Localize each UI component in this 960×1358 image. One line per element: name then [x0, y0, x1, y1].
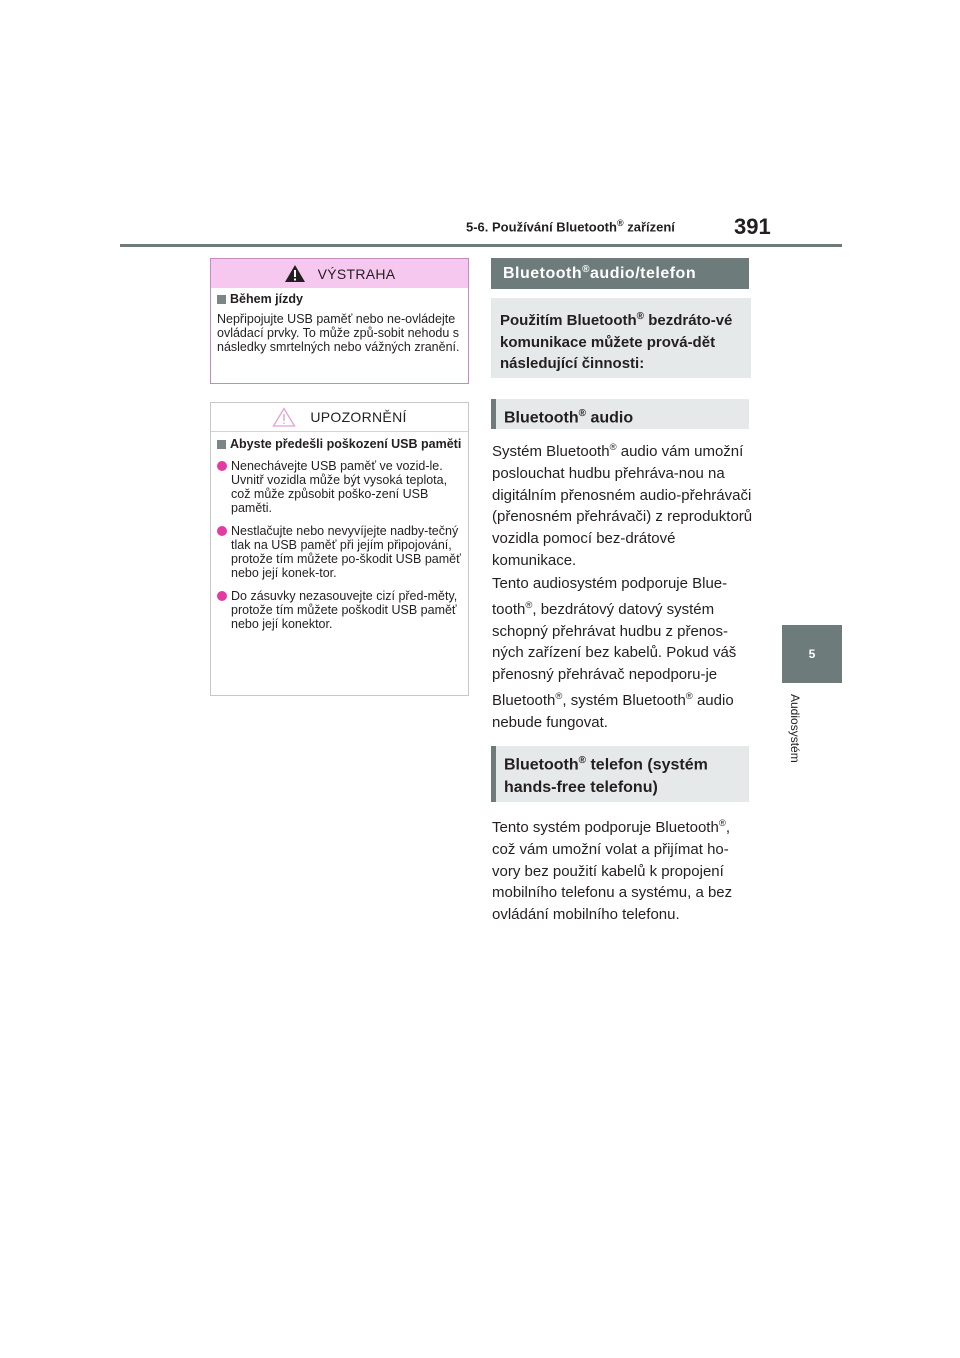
caution-bullet: [217, 524, 462, 580]
paragraph-phone: [492, 813, 754, 926]
registered-mark: ®: [609, 442, 617, 453]
chapter-tab: 5: [782, 625, 842, 683]
intro-text: Použitím Bluetooth: [500, 312, 637, 329]
square-bullet-icon: [217, 440, 226, 449]
registered-mark: ®: [685, 690, 693, 702]
subheading-bluetooth-audio: [491, 399, 749, 429]
subheading-text-end: audio: [586, 409, 634, 427]
caution-bullet: [217, 459, 462, 515]
square-bullet-icon: [217, 295, 226, 304]
page-number: 391: [734, 214, 771, 239]
registered-mark: ®: [582, 264, 591, 275]
paragraph-audio-1: [492, 437, 754, 572]
chapter-label-text: Audiosystém: [788, 694, 802, 763]
paragraph-text: Tento systém podporuje Bluetooth: [492, 819, 719, 836]
round-bullet-icon: [217, 526, 227, 536]
round-bullet-icon: [217, 591, 227, 601]
paragraph-text: Systém Bluetooth: [492, 443, 610, 460]
caution-item-heading: [217, 437, 462, 452]
subheading-text: Bluetooth: [504, 756, 579, 774]
caution-bullet-text: Do zásuvky nezasouvejte cizí před-měty, protože tím můžete poškodit USB paměť nebo její konektor.: [231, 589, 458, 631]
subheading-text: Bluetooth: [504, 409, 579, 427]
header-title-end: zařízení: [623, 219, 675, 235]
registered-mark: ®: [636, 311, 645, 322]
caution-box: [210, 402, 469, 696]
caution-header: [211, 403, 468, 432]
registered-mark: ®: [525, 599, 533, 611]
paragraph-text: Tento audiosystém podporuje Blue-tooth: [492, 575, 728, 618]
section-heading-text-end: audio/telefon: [590, 264, 697, 282]
caution-icon: [272, 407, 296, 427]
paragraph-text: audio vám umožní poslouchat hudbu přehráva-nou na digitálním přenosném audio-přehrávači (přenosném přehrávači) z reproduktorů vozidla pomocí bez-drátové komunikace.: [492, 443, 753, 569]
registered-mark: ®: [555, 690, 563, 702]
registered-mark: ®: [578, 408, 587, 419]
subheading-text-end: telefon (systém hands-free telefonu): [504, 756, 708, 797]
warning-header: [211, 259, 468, 288]
warning-title: VÝSTRAHA: [317, 265, 396, 282]
header-divider: [120, 244, 842, 247]
warning-box: [210, 258, 469, 384]
paragraph-audio-2: [492, 573, 754, 734]
warning-heading-text: Během jízdy: [230, 292, 303, 306]
caution-title: UPOZORNĚNÍ: [310, 409, 407, 425]
paragraph-text: , systém Bluetooth: [562, 691, 686, 709]
section-heading-text: Bluetooth: [503, 264, 583, 282]
intro-box: [491, 298, 751, 378]
caution-bullet: [217, 589, 462, 631]
caution-heading-text: Abyste předešli poškození USB paměti: [230, 437, 462, 451]
caution-bullet-text: Nestlačujte nebo nevyvíjejte nadby-tečný tlak na USB paměť při jejím připojování, protože tím můžete po-škodit USB paměť nebo její konek-tor.: [231, 524, 461, 580]
round-bullet-icon: [217, 461, 227, 471]
warning-text: Nepřipojujte USB paměť nebo ne-ovládejte ovládací prvky. To může způ-sobit nehodu s následky smrtelných nebo vážných zranění.: [217, 312, 460, 354]
registered-mark: ®: [578, 755, 587, 766]
warning-icon: [284, 264, 306, 283]
caution-body: [211, 432, 468, 631]
paragraph-text: , což vám umožní volat a přijímat ho-vory bez použití kabelů k propojení mobilního telefonu a systému, a bez ovládání mobilního telefonu.: [492, 819, 733, 924]
header-section-title: [466, 218, 675, 234]
intro-text-end: bezdráto-vé komunikace můžete prová-dět následující činnosti:: [500, 312, 733, 372]
registered-mark: ®: [718, 818, 726, 829]
warning-body: [211, 288, 468, 354]
paragraph-text: audio nebude fungovat.: [492, 691, 734, 731]
header-title-text: 5-6. Používání Bluetooth: [466, 219, 617, 235]
caution-bullet-text: Nenechávejte USB paměť ve vozid-le. Uvnitř vozidla může být vysoká teplota, což může způsobit poško-zení USB paměti.: [231, 459, 448, 515]
paragraph-text: , bezdrátový datový systém schopný přehrávat hudbu z přenos-ných zařízení bez kabelů. Pokud váš přenosný přehrávač nepodporu-je Bluetooth: [492, 600, 737, 709]
registered-mark: ®: [616, 218, 624, 228]
section-heading-bar: [491, 258, 749, 289]
chapter-label: [788, 694, 804, 784]
warning-item-heading: [217, 292, 462, 307]
subheading-bluetooth-phone: [491, 746, 749, 802]
